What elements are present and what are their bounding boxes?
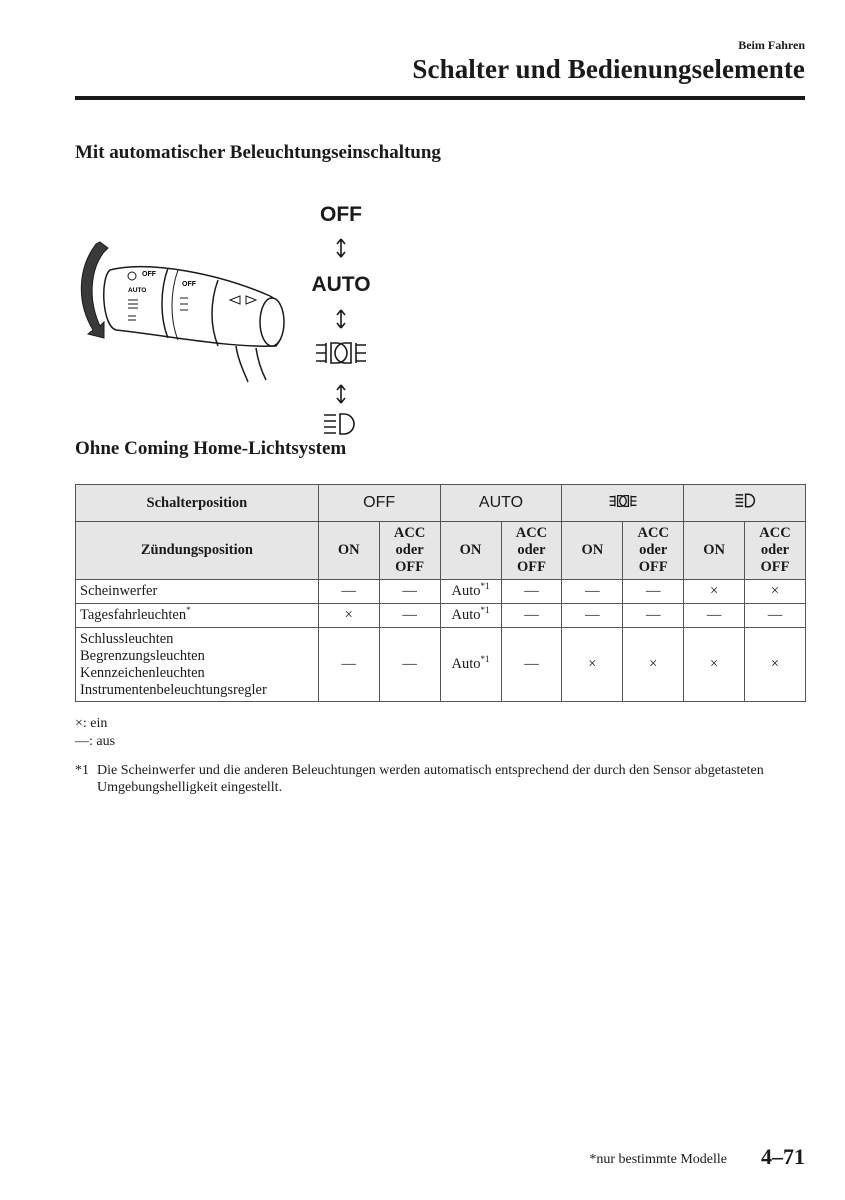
table-cell: — [379, 580, 440, 604]
page-title: Schalter und Bedienungselemente [412, 54, 805, 84]
table-cell: — [684, 604, 745, 628]
ignition-acc-cell: ACC oder OFF [623, 522, 684, 580]
table-cell: × [562, 628, 623, 702]
headlight-icon [734, 493, 756, 508]
table-cell: — [501, 628, 562, 702]
table-row [76, 580, 806, 604]
table-cell: — [745, 604, 806, 628]
table-cell: — [501, 604, 562, 628]
double-arrow-icon [332, 383, 350, 405]
switch-position-header: Schalterposition [76, 485, 319, 522]
headlight-icon [322, 412, 356, 436]
table-cell: — [318, 580, 379, 604]
table-cell: — [379, 604, 440, 628]
table-cell: × [623, 628, 684, 702]
ignition-acc-cell: ACC oder OFF [745, 522, 806, 580]
row-label: Schlussleuchten Begrenzungsleuchten Kennzeichenleuchten Instrumentenbeleuchtungsregler [76, 628, 319, 702]
table-row [76, 628, 806, 702]
column-parking-lamp [562, 485, 684, 522]
table-cell: × [318, 604, 379, 628]
position-off-label: OFF [320, 203, 362, 226]
table-cell: × [684, 580, 745, 604]
table-cell: — [501, 580, 562, 604]
ignition-position-header: Zündungsposition [76, 522, 319, 580]
footnote-mark: *1 [75, 763, 89, 778]
row-label: Scheinwerfer [76, 580, 319, 604]
ignition-on-cell: ON [684, 522, 745, 580]
parking-lamp-icon [314, 340, 368, 366]
model-note: *nur bestimmte Modelle [589, 1152, 727, 1167]
column-headlight [684, 485, 806, 522]
table-cell: Auto$^{*1}$ [440, 628, 501, 702]
ignition-on-cell: ON [318, 522, 379, 580]
table-cell: × [684, 628, 745, 702]
table-cell: — [379, 628, 440, 702]
row-label: Tagesfahrleuchten* [76, 604, 319, 628]
ignition-acc-cell: ACC oder OFF [379, 522, 440, 580]
light-switch-stalk-illustration [60, 230, 300, 390]
page-number: 4–71 [761, 1144, 805, 1169]
position-auto-label: AUTO [311, 273, 371, 296]
table-cell: — [562, 580, 623, 604]
column-auto: AUTO [440, 485, 562, 522]
column-off: OFF [318, 485, 440, 522]
legend-off: —: aus [75, 734, 116, 749]
table-cell: — [623, 604, 684, 628]
ignition-on-cell: ON [440, 522, 501, 580]
header-rule [75, 96, 805, 100]
stalk-off-text: OFF [142, 271, 156, 278]
stalk-auto-text: AUTO [128, 287, 147, 294]
legend-on: ×: ein [75, 716, 108, 731]
table-row [76, 604, 806, 628]
table-cell: Auto$^{*1}$ [440, 580, 501, 604]
double-arrow-icon [332, 237, 350, 259]
section-label: Beim Fahren [738, 38, 805, 52]
double-arrow-icon [332, 308, 350, 330]
heading-no-coming-home: Ohne Coming Home-Lichtsystem [75, 438, 347, 459]
table-cell: × [745, 580, 806, 604]
footnote [75, 762, 795, 796]
table-cell: — [318, 628, 379, 702]
table-cell: × [745, 628, 806, 702]
footnote-text: Die Scheinwerfer und die anderen Beleuchtungen werden automatisch entsprechend der durch den Sensor abgetasteten Umgebungshelligkeit eingestellt. [97, 763, 764, 795]
table-cell: — [623, 580, 684, 604]
table-cell: Auto$^{*1}$ [440, 604, 501, 628]
ignition-acc-cell: ACC oder OFF [501, 522, 562, 580]
heading-auto-lighting: Mit automatischer Beleuchtungseinschaltung [75, 142, 441, 163]
table-cell: — [562, 604, 623, 628]
parking-lamp-icon [608, 494, 638, 508]
stalk-off-inner-text: OFF [182, 281, 196, 288]
ignition-on-cell: ON [562, 522, 623, 580]
lighting-function-table [75, 484, 806, 702]
